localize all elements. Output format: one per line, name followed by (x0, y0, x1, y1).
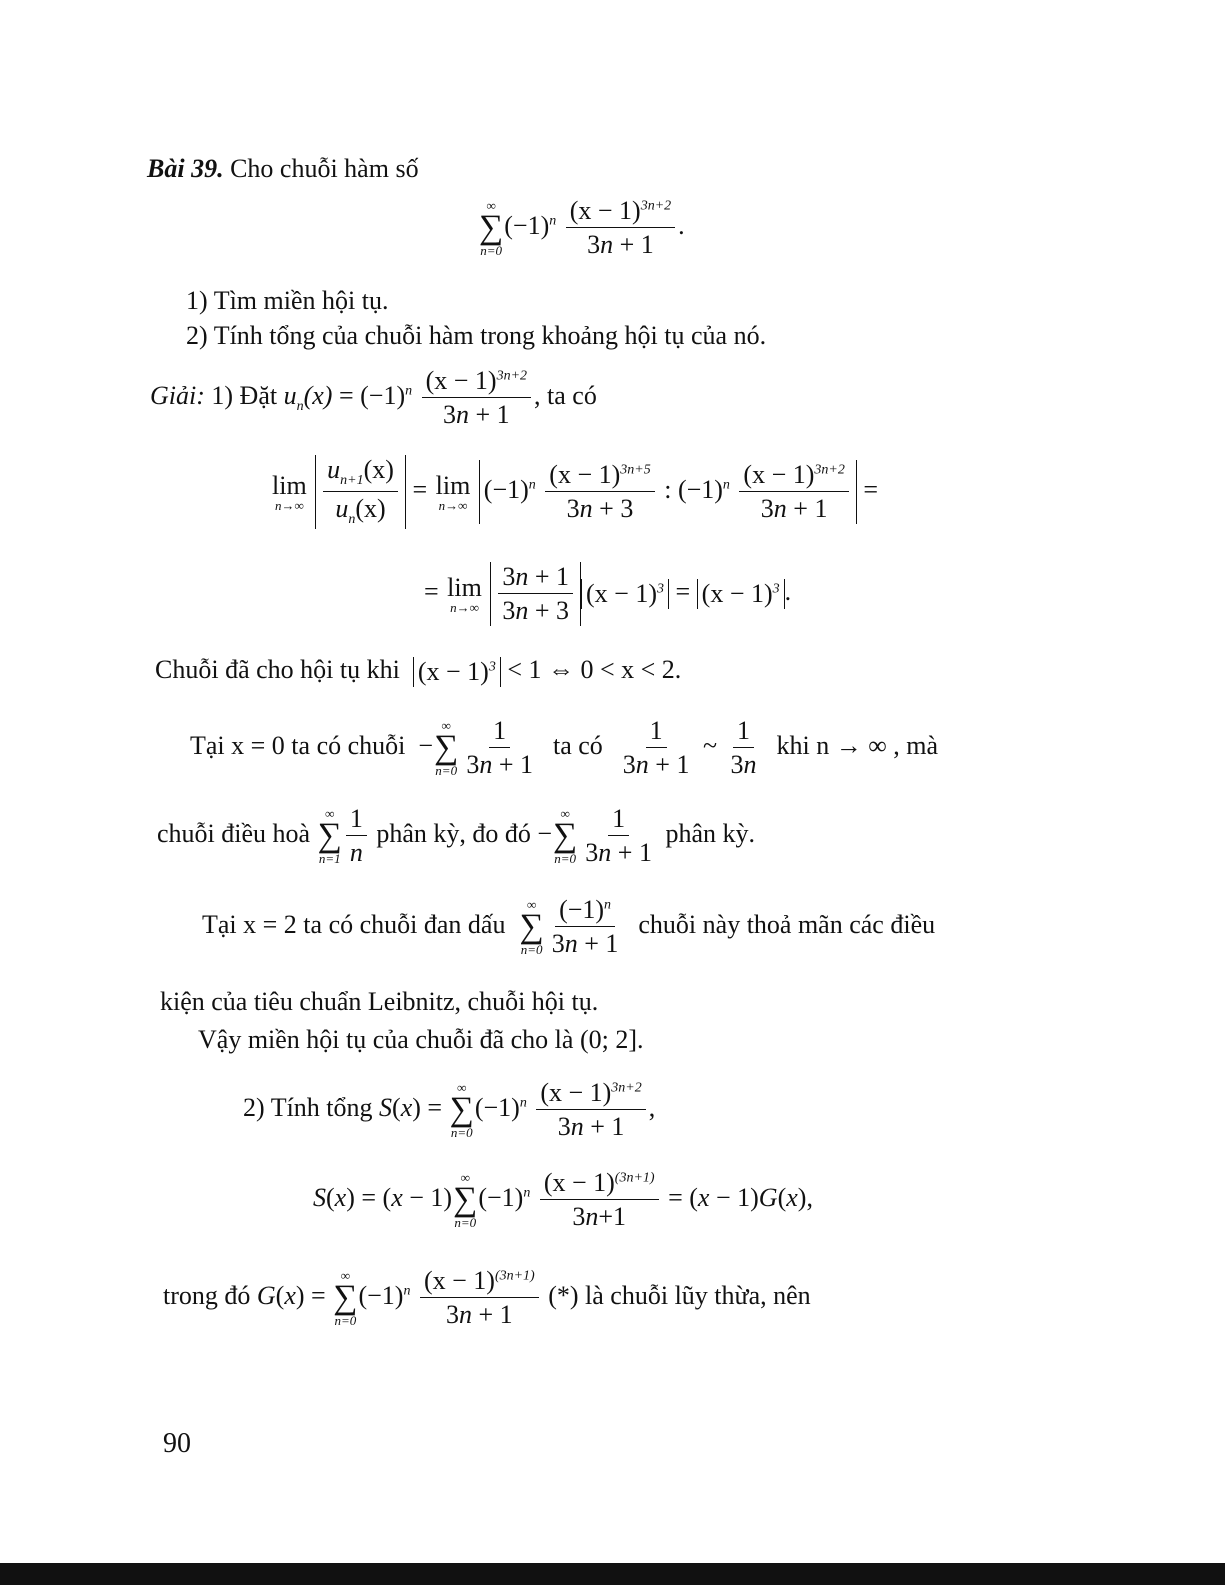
task-1: 1) Tìm miền hội tụ. (186, 286, 389, 315)
solution-label: Giải: (150, 380, 205, 410)
x2-line: Tại x = 2 ta có chuỗi đan dấu ∞ ∑ n=0 $\frac{(-1)^n}{3n + 1}$ chuỗi này thoả mãn các điều (202, 895, 936, 958)
x2-text-b: chuỗi này thoả mãn các điều (638, 909, 936, 939)
x0-text-a: Tại x = 0 ta có chuỗi (190, 730, 406, 760)
step2-intro: 2) Tính tổng (243, 1092, 373, 1122)
x2-text-a: Tại x = 2 ta có chuỗi đan dấu (202, 909, 506, 939)
problem-label: Bài 39. (147, 154, 224, 183)
problem-intro: Cho chuỗi hàm số (230, 154, 419, 183)
problem-header (147, 156, 419, 182)
harmonic-text-a: chuỗi điều hoà (157, 818, 311, 848)
where-line: trong đó G(x) = ∞ ∑ n=0 $(-1)^n$ $\frac{(x - 1)^{(3n+1)}}{3n + 1}$ (*) là chuỗi lũy thừa, nên (163, 1266, 811, 1329)
step2-line: 2) Tính tổng S(x) = ∞ ∑ n=0 $(-1)^n$ $\frac{(x - 1)^{3n+2}}{3n + 1}$ , (243, 1078, 656, 1141)
where-text: trong đó (163, 1280, 251, 1310)
series-formula: ∞ ∑ n=0 $(-1)^n$ $\frac{(x - 1)^{3n+2}}{3n + 1}$ . (479, 196, 685, 259)
step1-tail: , ta có (534, 380, 597, 410)
harmonic-line: chuỗi điều hoà ∞ ∑ n=1 $\frac{1}{n}$ phân kỳ, đo đó − ∞ ∑ n=0 $\frac{1}{3n + 1}$ phân kỳ. (157, 804, 756, 867)
converge-text: Chuỗi đã cho hội tụ khi (155, 655, 400, 684)
domain-result: Vậy miền hội tụ của chuỗi đã cho là (0; 2]. (198, 1025, 644, 1054)
harmonic-text-c: phân kỳ. (665, 818, 756, 848)
step1-intro: 1) Đặt (211, 380, 278, 410)
converge-cond: < 1 ⇔ 0 < x < 2. (507, 655, 682, 684)
limit-line-2: = lim n→∞ $\frac{3n + 1}{3n + 3}$ $(x - 1)^3 = (x - 1)^3$ . (424, 562, 792, 625)
task-2: 2) Tính tổng của chuỗi hàm trong khoảng hội tụ của nó. (186, 321, 767, 350)
solution-step1: Giải: 1) Đặt $u_n(x) = (-1)^n$ $\frac{(x - 1)^{3n+2}}{3n + 1}$ , ta có (150, 366, 597, 429)
sum-line: S(x) = (x − 1) ∞ ∑ n=0 $(-1)^n$ $\frac{(x - 1)^{(3n+1)}}{3n+1}$ = (x − 1)G(x), (313, 1168, 813, 1231)
x0-text-c: khi n → ∞ , mà (776, 730, 939, 760)
page-number: 90 (163, 1428, 191, 1459)
harmonic-text-b: phân kỳ, đo đó (376, 818, 531, 848)
converge-line: Chuỗi đã cho hội tụ khi $(x - 1)^3 < 1$ ⇔ 0 < x < 2. (155, 655, 682, 687)
x0-text-b: ta có (552, 730, 603, 760)
where-tail: (*) là chuỗi lũy thừa, nên (548, 1280, 811, 1310)
leibniz-line: kiện của tiêu chuẩn Leibnitz, chuỗi hội tụ. (160, 987, 599, 1016)
limit-line-1: lim n→∞ $\frac{u_{n+1}(x)}{u_n(x)}$ = lim n→∞ $(-1)^n$ $\frac{(x - 1)^{3n+5}}{3n + 3}$ : $(-1)^n$ $\frac{(x - 1)^{3n+2}}{3n + 1}$ = (272, 455, 879, 528)
scan-bottom-edge (0, 1563, 1225, 1585)
x0-line: Tại x = 0 ta có chuỗi − ∞ ∑ n=0 $\frac{1}{3n + 1}$ ta có $\frac{1}{3n + 1}$ ~ $\frac{1}{3n}$ khi n → ∞ , mà (190, 716, 939, 779)
